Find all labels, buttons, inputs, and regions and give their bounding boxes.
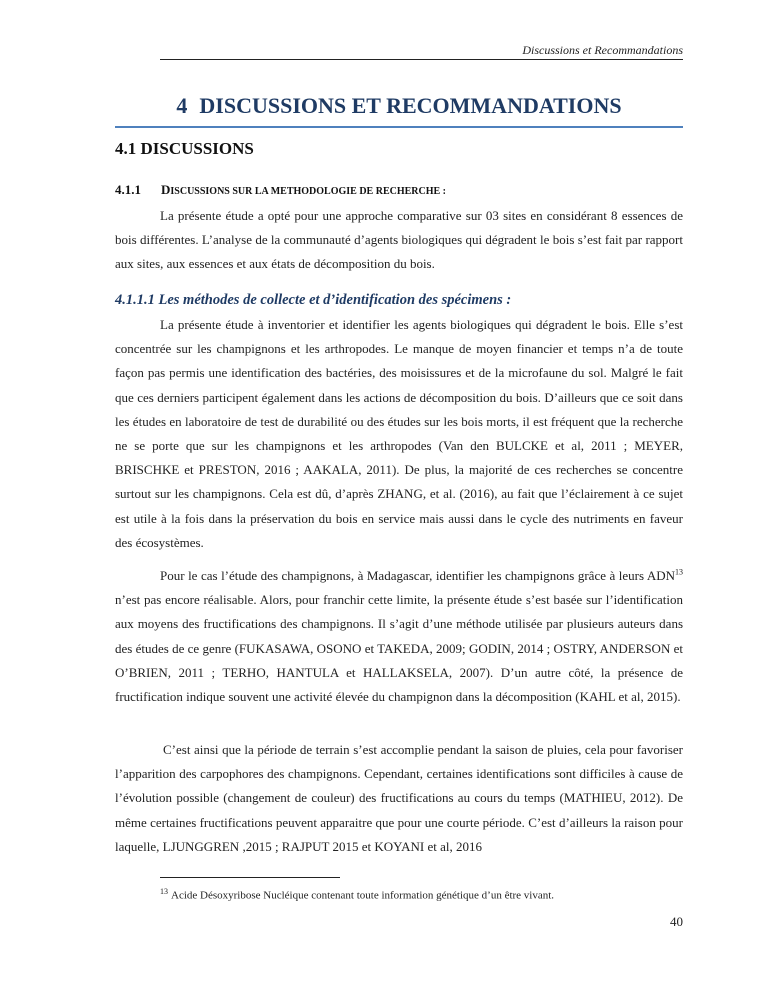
subsection-title-rest: ISCUSSIONS SUR LA METHODOLOGIE DE RECHERCHE : [170, 186, 447, 197]
subsubsection-heading: 4.1.1.1 Les méthodes de collecte et d’identification des spécimens : [115, 292, 512, 308]
running-header [160, 43, 683, 60]
footnote-separator [160, 877, 340, 878]
paragraph4-text: C’est ainsi que la période de terrain s’est accomplie pendant la saison de pluies, cela pour favoriser l’apparition des carpophores des champignons. Cependant, certaines identifications sont difficiles à cause de l’évolution possible (changement de couleur) des fructifications au cours du temps (MATHIEU, 2012). De même certaines fructifications peuvent apparaitre que pour une courte période. C’est d’ailleurs la raison pour laquelle, LJUNGGREN ,2015 ; RAJPUT 2015 et KOYANI et al, 2016 [115, 742, 683, 854]
chapter-number: 4 [176, 93, 188, 118]
footnote-text: Acide Désoxyribose Nucléique contenant toute information génétique d’un être vivant. [171, 889, 555, 902]
footnote-number: 13 [160, 887, 168, 896]
footnote [160, 885, 554, 903]
paragraph-collection-methods: La présente étude à inventorier et identifier les agents biologiques qui dégradent le bois. Elle s’est concentrée sur les champignons et les arthropodes. Le manque de moyen financier et temps n’a de toute façon pas permis une identification des bactéries, des moisissures et de la microfaune du sol. Malgré le fait que ces derniers participent également dans les actions de décomposition du bois. D’ailleurs que ce soit dans les études en laboratoire de test de durabilité ou des études sur les bois morts, il est fréquent que la recherche ne se porte que sur les champignons et les arthropodes (Van den BULCKE et al, 2011 ; MEYER, BRISCHKE et PRESTON, 2016 ; AAKALA, 2011). De plus, la majorité de ces recherches se concentre surtout sur les champignons. Cela est dû, d’après ZHANG, et al. (2016), au fait que l’éclairement à ce sujet est utile à la fois dans la préservation du bois en service mais aussi dans le cycle des nutriments en faveur des écosystèmes. [115, 317, 683, 550]
section-heading: 4.1 DISCUSSIONS [115, 139, 254, 158]
chapter-title-text: DISCUSSIONS ET RECOMMANDATIONS [199, 93, 622, 118]
paragraph-fungi-identification [115, 564, 683, 709]
paragraph3-before-ref: Pour le cas l’étude des champignons, à Madagascar, identifier les champignons grâce à leurs ADN [160, 568, 675, 583]
chapter-title [115, 92, 683, 128]
footnote-reference[interactable]: 13 [675, 567, 683, 577]
paragraph3-after-ref: n’est pas encore réalisable. Alors, pour franchir cette limite, la présente étude s’est basée sur l’identification aux moyens des fructifications des champignons. Il s’agit d’une méthode utilisée par plusieurs auteurs dans des études de ce genre (FUKASAWA, OSONO et TAKEDA, 2009; GODIN, 2014 ; OSTRY, ANDERSON et O’BRIEN, 2011 ; TERHO, HANTULA et HALLAKSELA, 2007). D’un autre côté, la présence de fructification indique souvent une activité élevée du champignon dans la décomposition (KAHL et al, 2015). [115, 592, 683, 705]
page-number: 40 [670, 914, 683, 929]
subsection-number: 4.1.1 [115, 182, 141, 197]
subsection-heading [115, 181, 446, 201]
paragraph-methodology-intro: La présente étude a opté pour une approche comparative sur 03 sites en considérant 8 essences de bois différentes. L’analyse de la communauté d’agents biologiques qui dégradent le bois s’est fait par rapport aux sites, aux essences et aux états de décomposition du bois. [115, 208, 683, 272]
subsection-title-initial: D [161, 182, 171, 197]
running-header-title: Discussions et Recommandations [522, 43, 683, 57]
paragraph-field-period [115, 738, 683, 859]
